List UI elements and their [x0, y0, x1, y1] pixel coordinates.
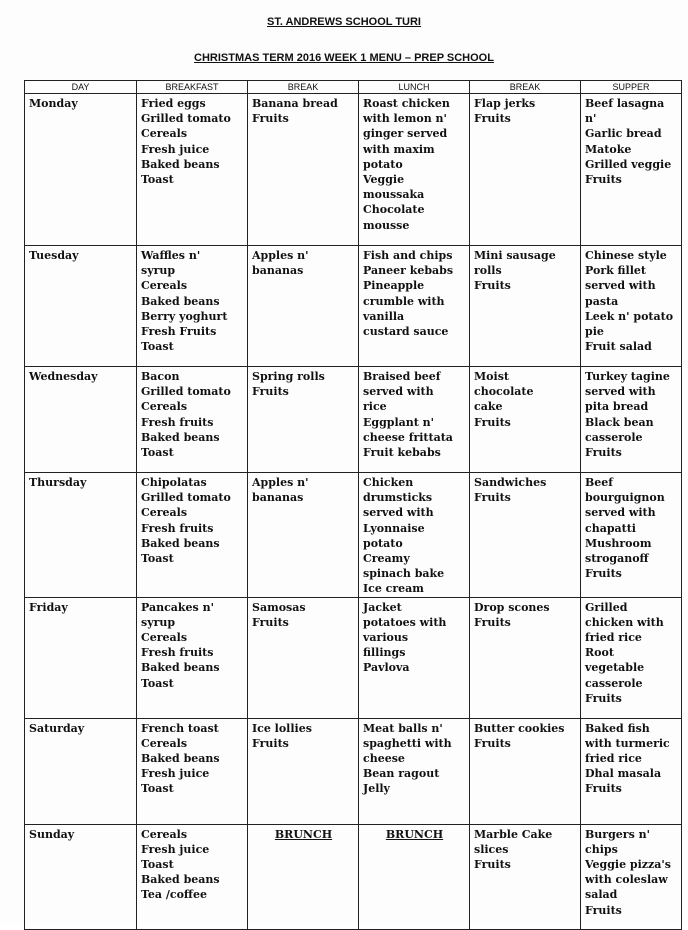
menu-item: Banana bread: [252, 97, 338, 110]
menu-item: bourguignon: [585, 491, 665, 505]
break-cell: [470, 94, 581, 246]
break-cell: [248, 824, 359, 929]
menu-item: pita bread: [585, 400, 649, 414]
day-cell: Tuesday: [25, 246, 137, 367]
menu-item: Veggie: [363, 173, 405, 187]
menu-item: Fruits: [585, 446, 622, 460]
menu-item: slices: [474, 842, 509, 856]
menu-item: rolls: [474, 264, 502, 278]
menu-item: Beef lasagna: [585, 97, 665, 110]
menu-item: Tea /coffee: [141, 888, 207, 902]
menu-item: Waffles n': [141, 249, 201, 262]
table-row: [25, 367, 682, 473]
menu-item: Dhal masala: [585, 767, 662, 781]
supper-cell: [581, 473, 682, 598]
menu-item: vegetable: [585, 661, 645, 675]
break-cell: [248, 246, 359, 367]
menu-item: custard sauce: [363, 325, 449, 339]
menu-item: potato: [363, 157, 403, 171]
menu-item: Toast: [141, 676, 174, 690]
menu-item: Fish and chips: [363, 249, 453, 262]
breakfast-cell: [137, 367, 248, 473]
break-cell: [248, 367, 359, 473]
menu-item: Chipolatas: [141, 476, 207, 489]
menu-item: Fresh juice: [141, 842, 210, 856]
menu-item: Butter cookies: [474, 721, 565, 735]
menu-item: bananas: [252, 491, 304, 505]
menu-item: stroganoff: [585, 552, 649, 566]
menu-item: Braised beef: [363, 370, 441, 383]
table-row: [25, 473, 682, 598]
menu-item: Fruits: [474, 112, 511, 126]
menu-item: Grilled tomato: [141, 112, 231, 126]
menu-item: crumble with: [363, 294, 445, 308]
menu-item: Fruits: [585, 173, 622, 187]
menu-item: bananas: [252, 264, 304, 278]
table-row: [25, 94, 682, 246]
menu-item: Black bean: [585, 415, 654, 429]
menu-item: Cereals: [141, 127, 188, 141]
menu-item: Toast: [141, 858, 174, 872]
menu-item: chapatti: [585, 521, 636, 535]
menu-item: Pavlova: [363, 661, 410, 675]
menu-item: Baked beans: [141, 157, 220, 171]
menu-item: spinach bake: [363, 567, 445, 581]
menu-item: Grilled: [585, 600, 628, 614]
menu-item: Sandwiches: [474, 476, 547, 489]
menu-item: Mini sausage: [474, 249, 556, 262]
table-row: [25, 824, 682, 929]
menu-item: Fruits: [252, 736, 289, 750]
lunch-cell: [359, 718, 470, 824]
menu-item: Leek n' potato: [585, 309, 674, 323]
menu-item: cake: [474, 400, 503, 414]
menu-item: Cereals: [141, 279, 188, 293]
menu-item: Bacon: [141, 370, 180, 383]
menu-item: Fruit salad: [585, 340, 652, 354]
day-cell: Monday: [25, 94, 137, 246]
menu-item: Matoke: [585, 142, 632, 156]
day-cell: Saturday: [25, 718, 137, 824]
menu-table: [24, 80, 682, 930]
brunch-label: BRUNCH: [274, 827, 333, 841]
menu-item: Baked beans: [141, 430, 220, 444]
menu-item: Fruits: [585, 903, 622, 917]
menu-item: fried rice: [585, 631, 642, 645]
menu-item: with maxim: [363, 142, 435, 156]
menu-item: Toast: [141, 782, 174, 796]
menu-item: Fresh fruits: [141, 415, 214, 429]
supper-cell: [581, 367, 682, 473]
break-cell: [248, 718, 359, 824]
menu-item: with turmeric: [585, 736, 670, 750]
menu-item: chocolate: [474, 385, 534, 399]
menu-item: Fruit kebabs: [363, 446, 441, 460]
menu-item: Paneer kebabs: [363, 264, 454, 278]
day-cell: Thursday: [25, 473, 137, 598]
menu-item: Veggie pizza's: [585, 858, 671, 872]
supper-cell: [581, 824, 682, 929]
day-cell: Friday: [25, 597, 137, 718]
menu-item: served with: [363, 506, 434, 520]
menu-item: Fruits: [252, 112, 289, 126]
menu-item: fried rice: [585, 752, 642, 766]
break-cell: [470, 718, 581, 824]
menu-item: Berry yoghurt: [141, 309, 228, 323]
supper-cell: [581, 94, 682, 246]
lunch-cell: [359, 367, 470, 473]
menu-item: Toast: [141, 340, 174, 354]
menu-item: Ice cream: [363, 582, 424, 596]
menu-item: with lemon n': [363, 112, 447, 126]
menu-item: Root: [585, 646, 614, 660]
menu-item: Flap jerks: [474, 97, 536, 110]
menu-item: served with: [585, 279, 656, 293]
menu-item: salad: [585, 888, 618, 902]
menu-item: cheese frittata: [363, 430, 453, 444]
menu-item: Jelly: [363, 782, 390, 796]
menu-item: Fresh fruits: [141, 646, 214, 660]
menu-item: n': [585, 112, 597, 126]
menu-item: Baked beans: [141, 752, 220, 766]
lunch-cell: [359, 473, 470, 598]
menu-item: pie: [585, 325, 604, 339]
supper-cell: [581, 246, 682, 367]
table-row: [25, 246, 682, 367]
supper-cell: [581, 718, 682, 824]
header-row: [25, 81, 682, 94]
menu-item: Fruits: [474, 279, 511, 293]
school-title: ST. ANDREWS SCHOOL TURI: [266, 16, 421, 28]
menu-item: drumsticks: [363, 491, 433, 505]
break-cell: [470, 246, 581, 367]
menu-item: Toast: [141, 173, 174, 187]
menu-item: mousse: [363, 218, 410, 232]
lunch-cell: [359, 597, 470, 718]
menu-item: casserole: [585, 676, 643, 690]
menu-item: Ice lollies: [252, 721, 312, 735]
menu-item: Moist: [474, 370, 509, 383]
table-row: [25, 718, 682, 824]
menu-item: Chicken: [363, 476, 414, 489]
column-header-break: BREAK: [248, 81, 359, 94]
menu-item: Fresh fruits: [141, 521, 214, 535]
lunch-cell: [359, 824, 470, 929]
menu-item: Roast chicken: [363, 97, 450, 110]
menu-item: Samosas: [252, 600, 306, 614]
menu-item: Fresh Fruits: [141, 325, 217, 339]
break-cell: [470, 367, 581, 473]
column-header-break: BREAK: [470, 81, 581, 94]
menu-item: Spring rolls: [252, 370, 325, 383]
menu-item: Toast: [141, 552, 174, 566]
menu-item: Turkey tagine: [585, 370, 670, 383]
menu-item: Grilled tomato: [141, 385, 231, 399]
menu-item: Baked beans: [141, 294, 220, 308]
menu-title: CHRISTMAS TERM 2016 WEEK 1 MENU – PREP SCHOOL: [194, 52, 494, 64]
menu-item: ginger served: [363, 127, 448, 141]
breakfast-cell: [137, 597, 248, 718]
breakfast-cell: [137, 824, 248, 929]
menu-item: Fruits: [585, 691, 622, 705]
menu-item: Cereals: [141, 400, 188, 414]
menu-item: Fresh juice: [141, 142, 210, 156]
lunch-cell: [359, 94, 470, 246]
breakfast-cell: [137, 473, 248, 598]
menu-item: spaghetti with: [363, 736, 452, 750]
menu-item: syrup: [141, 615, 176, 629]
menu-item: Fruits: [474, 858, 511, 872]
menu-item: Pineapple: [363, 279, 425, 293]
menu-item: Fruits: [474, 415, 511, 429]
menu-item: with coleslaw: [585, 873, 668, 887]
break-cell: [248, 597, 359, 718]
menu-item: Meat balls n': [363, 721, 443, 735]
menu-item: casserole: [585, 430, 643, 444]
menu-item: Grilled tomato: [141, 491, 231, 505]
menu-item: Cereals: [141, 736, 188, 750]
break-cell: [470, 824, 581, 929]
menu-item: various: [363, 631, 409, 645]
menu-item: Fruits: [585, 567, 622, 581]
menu-item: Drop scones: [474, 600, 550, 614]
breakfast-cell: [137, 94, 248, 246]
break-cell: [248, 473, 359, 598]
menu-item: chips: [585, 842, 618, 856]
menu-item: Baked beans: [141, 873, 220, 887]
menu-item: Fruits: [474, 491, 511, 505]
breakfast-cell: [137, 718, 248, 824]
brunch-label: BRUNCH: [385, 827, 444, 841]
column-header-day: DAY: [25, 81, 137, 94]
menu-item: served with: [585, 506, 656, 520]
menu-item: Pancakes n': [141, 600, 214, 614]
menu-item: Creamy: [363, 552, 410, 566]
day-cell: Sunday: [25, 824, 137, 929]
menu-item: Fried eggs: [141, 97, 206, 110]
menu-item: Bean ragout: [363, 767, 440, 781]
menu-item: rice: [363, 400, 387, 414]
menu-item: syrup: [141, 264, 176, 278]
menu-item: vanilla: [363, 309, 405, 323]
menu-item: Chinese style: [585, 249, 667, 262]
menu-item: Chocolate: [363, 203, 425, 217]
menu-item: Baked beans: [141, 661, 220, 675]
menu-item: Marble Cake: [474, 827, 553, 841]
menu-item: potato: [363, 536, 403, 550]
menu-item: chicken with: [585, 615, 664, 629]
column-header-supper: SUPPER: [581, 81, 682, 94]
menu-item: Eggplant n': [363, 415, 435, 429]
menu-item: Jacket: [363, 600, 402, 614]
menu-item: Cereals: [141, 631, 188, 645]
menu-item: served with: [585, 385, 656, 399]
menu-item: Lyonnaise: [363, 521, 425, 535]
lunch-cell: [359, 246, 470, 367]
break-cell: [470, 473, 581, 598]
menu-item: Mushroom: [585, 536, 652, 550]
table-row: [25, 597, 682, 718]
breakfast-cell: [137, 246, 248, 367]
column-header-breakfast: BREAKFAST: [137, 81, 248, 94]
menu-item: Baked beans: [141, 536, 220, 550]
supper-cell: [581, 597, 682, 718]
menu-item: moussaka: [363, 188, 425, 202]
menu-item: served with: [363, 385, 434, 399]
menu-item: Fruits: [252, 385, 289, 399]
menu-item: fillings: [363, 646, 406, 660]
menu-item: Burgers n': [585, 827, 650, 841]
break-cell: [470, 597, 581, 718]
menu-item: Fruits: [474, 736, 511, 750]
menu-item: Garlic bread: [585, 127, 662, 141]
menu-item: Cereals: [141, 506, 188, 520]
menu-item: Beef: [585, 476, 614, 489]
menu-item: Apples n': [252, 249, 309, 262]
menu-item: Toast: [141, 446, 174, 460]
menu-item: pasta: [585, 294, 619, 308]
menu-item: Fruits: [585, 782, 622, 796]
menu-item: Pork fillet: [585, 264, 646, 278]
menu-item: Fresh juice: [141, 767, 210, 781]
menu-item: Grilled veggie: [585, 157, 672, 171]
menu-item: French toast: [141, 721, 219, 735]
menu-item: Baked fish: [585, 721, 650, 735]
menu-item: Apples n': [252, 476, 309, 489]
menu-item: Fruits: [474, 615, 511, 629]
menu-item: Cereals: [141, 827, 188, 841]
menu-item: cheese: [363, 752, 405, 766]
break-cell: [248, 94, 359, 246]
day-cell: Wednesday: [25, 367, 137, 473]
menu-item: Fruits: [252, 615, 289, 629]
menu-item: potatoes with: [363, 615, 447, 629]
column-header-lunch: LUNCH: [359, 81, 470, 94]
